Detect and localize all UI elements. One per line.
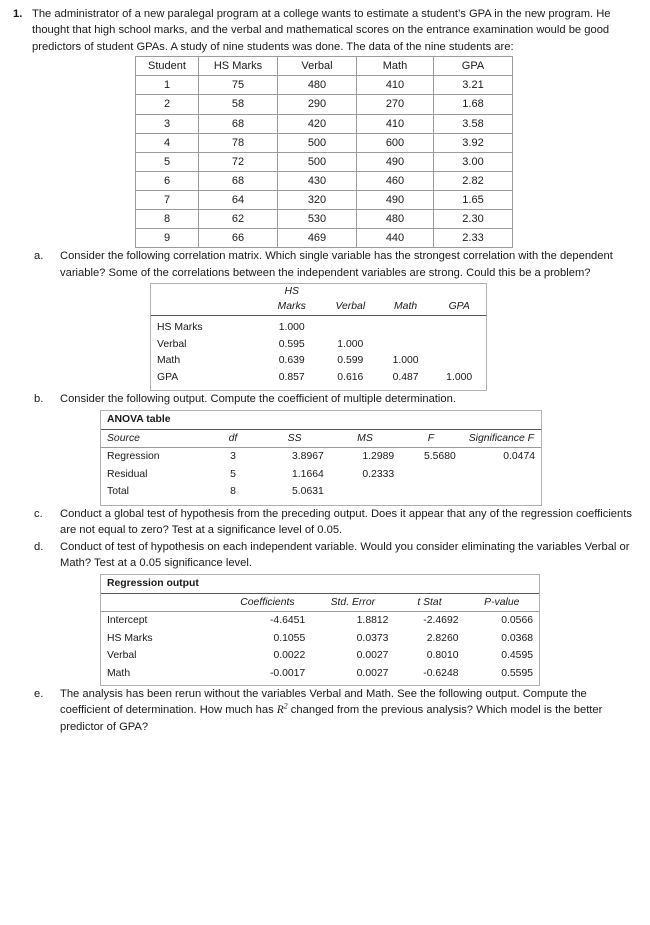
part-e [34, 686, 640, 735]
anova-row-label: Regression [107, 451, 160, 463]
matrix-row-label: Math [157, 355, 181, 367]
matrix-value-verbal: 0.599 [337, 355, 364, 367]
cell-hs-marks: 64 [199, 190, 278, 209]
matrix-row-label: GPA [157, 371, 179, 383]
anova-pad-cell [400, 501, 462, 505]
matrix-value-gpa [432, 337, 486, 354]
column-header-math: Math [357, 57, 434, 76]
regression-value-p-value: 0.5595 [501, 667, 533, 679]
cell-math: 600 [357, 133, 434, 152]
cell-math: 490 [357, 190, 434, 209]
regression-output-table [101, 575, 539, 686]
cell-gpa: 1.65 [434, 190, 513, 209]
anova-value-ms: 0.2333 [362, 468, 395, 480]
anova-header-source: Source [101, 429, 207, 448]
anova-row [101, 448, 541, 466]
regression-value-t-stat: 2.8260 [426, 632, 459, 644]
regression-pad-cell [465, 682, 539, 685]
cell-verbal: 530 [278, 209, 357, 228]
r-squared-symbol: R [276, 704, 284, 717]
cell-gpa: 3.00 [434, 152, 513, 171]
matrix-row [151, 337, 486, 354]
anova-header-significance-f: Significance F [462, 429, 541, 448]
part-a-letter: a. [34, 250, 44, 263]
matrix-value-hs: 0.857 [278, 371, 305, 383]
matrix-row-label: Verbal [157, 338, 187, 350]
cell-math: 460 [357, 171, 434, 190]
regression-value-coefficient: -0.0017 [269, 667, 306, 679]
anova-value-ss: 3.8967 [292, 451, 324, 463]
regression-header-row [101, 593, 539, 612]
matrix-header-blank [151, 284, 262, 299]
column-header-verbal: Verbal [278, 57, 357, 76]
matrix-pad-cell [151, 386, 262, 390]
regression-value-p-value: 0.0368 [501, 632, 533, 644]
column-header-hs-marks: HS Marks [199, 57, 278, 76]
matrix-row [151, 320, 486, 337]
matrix-header-math-top [379, 284, 433, 299]
matrix-value-hs: 0.639 [278, 355, 305, 367]
matrix-header-hs-top: HS [284, 285, 299, 297]
matrix-value-math [379, 320, 433, 337]
anova-value-significance-f [462, 483, 541, 501]
anova-value-df: 8 [230, 486, 236, 498]
column-header-gpa: GPA [434, 57, 513, 76]
question-1 [10, 6, 640, 55]
cell-student: 2 [136, 95, 199, 114]
regression-header-coefficients: Coefficients [224, 593, 312, 612]
cell-verbal: 469 [278, 229, 357, 248]
table-row [136, 95, 513, 114]
regression-row [101, 612, 539, 630]
anova-value-ss: 1.1664 [292, 468, 324, 480]
table-row [136, 76, 513, 95]
matrix-value-math [379, 337, 433, 354]
regression-value-t-stat: 0.8010 [426, 650, 459, 661]
part-d [34, 539, 640, 572]
matrix-value-gpa [432, 320, 486, 337]
regression-row [101, 647, 539, 665]
regression-value-p-value: 0.0566 [501, 615, 533, 626]
regression-title-row [101, 575, 539, 594]
cell-verbal: 500 [278, 152, 357, 171]
cell-student: 5 [136, 152, 199, 171]
regression-value-coefficient: -4.6451 [269, 615, 306, 626]
cell-verbal: 290 [278, 95, 357, 114]
matrix-header-marks: Marks [262, 299, 322, 316]
regression-row-label: HS Marks [107, 632, 153, 644]
part-c-body [60, 506, 640, 539]
anova-pad-cell [101, 501, 207, 505]
anova-value-df: 5 [230, 468, 236, 480]
anova-row [101, 483, 541, 501]
matrix-pad-cell [432, 386, 486, 390]
part-e-text-after: changed from the previous analysis? Which model is the better predictor of GPA? [60, 704, 603, 733]
table-row [136, 152, 513, 171]
regression-value-std-error: 0.0027 [356, 650, 389, 661]
cell-student: 4 [136, 133, 199, 152]
anova-title-row [101, 411, 541, 430]
cell-math: 440 [357, 229, 434, 248]
correlation-matrix-table [151, 284, 486, 391]
part-c-text: Conduct a global test of hypothesis from the preceding output. Does it appear that any of the regression coefficients are not equal to zero? Test at a significance level of 0.05. [60, 507, 632, 537]
cell-hs-marks: 72 [199, 152, 278, 171]
matrix-header-gpa: GPA [432, 299, 486, 316]
cell-math: 270 [357, 95, 434, 114]
anova-pad-cell [207, 501, 260, 505]
regression-value-coefficient: 0.0022 [273, 650, 306, 661]
cell-student: 3 [136, 114, 199, 133]
matrix-value-verbal [322, 320, 379, 337]
regression-row-label: Intercept [107, 615, 148, 626]
regression-pad-row [101, 682, 539, 685]
anova-pad-cell [259, 501, 329, 505]
anova-header-ss: SS [259, 429, 329, 448]
matrix-header-blank-2 [151, 299, 262, 316]
anova-title: ANOVA table [101, 411, 541, 430]
part-d-body [60, 539, 640, 572]
anova-header-f: F [400, 429, 462, 448]
cell-verbal: 420 [278, 114, 357, 133]
cell-gpa: 2.82 [434, 171, 513, 190]
anova-value-significance-f [462, 466, 541, 484]
cell-hs-marks: 68 [199, 114, 278, 133]
anova-value-f: 5.5680 [423, 451, 456, 463]
regression-row [101, 630, 539, 648]
student-data-table [135, 56, 513, 248]
anova-row-label: Residual [107, 468, 148, 480]
anova-header-df: df [207, 429, 260, 448]
matrix-header-bottom-row [151, 299, 486, 316]
table-row [136, 229, 513, 248]
table-row [136, 190, 513, 209]
regression-output-panel [100, 574, 540, 687]
regression-value-t-stat: -2.4692 [423, 615, 459, 626]
cell-hs-marks: 62 [199, 209, 278, 228]
regression-header-std-error: Std. Error [311, 593, 394, 612]
cell-gpa: 1.68 [434, 95, 513, 114]
table-header-row [136, 57, 513, 76]
regression-value-std-error: 1.8812 [356, 615, 389, 626]
matrix-value-hs: 1.000 [278, 322, 305, 334]
cell-verbal: 320 [278, 190, 357, 209]
regression-pad-cell [101, 682, 224, 685]
regression-value-t-stat: -0.6248 [423, 667, 459, 679]
matrix-value-hs: 0.595 [278, 338, 305, 350]
part-e-text [60, 686, 640, 735]
cell-hs-marks: 58 [199, 95, 278, 114]
regression-pad-cell [394, 682, 464, 685]
regression-value-std-error: 0.0373 [356, 632, 389, 644]
question-intro-text: The administrator of a new paralegal program at a college wants to estimate a student’s GPA in the new program. He thought that high school marks, and the verbal and mathematical scores on the entrance examination would be good predictors of student GPAs. A study of nine students was done. The data of the nine students are: [32, 8, 611, 53]
regression-header-t-stat: t Stat [394, 593, 464, 612]
part-b-body [60, 391, 640, 407]
anova-value-f [400, 466, 462, 484]
cell-student: 7 [136, 190, 199, 209]
part-e-letter: e. [34, 688, 44, 700]
part-e-body [60, 686, 640, 735]
part-a [34, 248, 640, 281]
regression-title: Regression output [101, 575, 539, 594]
cell-hs-marks: 66 [199, 229, 278, 248]
anova-value-f [400, 483, 462, 501]
anova-value-ss: 5.0631 [292, 486, 324, 498]
regression-value-p-value: 0.4595 [501, 650, 533, 661]
anova-row-label: Total [107, 486, 129, 498]
cell-verbal: 430 [278, 171, 357, 190]
cell-gpa: 2.30 [434, 209, 513, 228]
anova-value-df: 3 [230, 451, 236, 463]
matrix-header-top-row [151, 284, 486, 299]
matrix-pad-cell [322, 386, 379, 390]
cell-gpa: 3.58 [434, 114, 513, 133]
regression-row-label: Math [107, 667, 131, 679]
part-b-text: Consider the following output. Compute the coefficient of multiple determination. [60, 393, 456, 406]
matrix-row [151, 353, 486, 370]
part-d-text: Conduct of test of hypothesis on each independent variable. Would you consider eliminating the variables Verbal or Math? Test at a 0.05 significance level. [60, 540, 630, 570]
matrix-value-verbal: 0.616 [337, 371, 364, 383]
cell-student: 6 [136, 171, 199, 190]
cell-hs-marks: 68 [199, 171, 278, 190]
part-e-text-before: The analysis has been rerun without the variables Verbal and Math. See the following output. Compute the coefficient of determination. How much has [60, 688, 587, 717]
column-header-student: Student [136, 57, 199, 76]
question-intro [32, 6, 640, 55]
cell-gpa: 2.33 [434, 229, 513, 248]
matrix-pad-cell [262, 386, 322, 390]
part-d-letter: d. [34, 540, 44, 553]
regression-row-label: Verbal [107, 650, 137, 661]
r-squared-exponent: 2 [283, 701, 288, 711]
regression-value-coefficient: 0.1055 [273, 632, 306, 644]
cell-gpa: 3.92 [434, 133, 513, 152]
part-a-text: Consider the following correlation matrix. Which single variable has the strongest correlation with the dependent variable? Some of the correlations between the independent variables are strong. Could this be a problem? [60, 250, 613, 279]
matrix-row-label: HS Marks [157, 322, 203, 334]
table-row [136, 133, 513, 152]
matrix-header-math: Math [379, 299, 433, 316]
matrix-header-gpa-top [432, 284, 486, 299]
regression-header-blank [101, 593, 224, 612]
anova-pad-row [101, 501, 541, 505]
anova-pad-cell [330, 501, 400, 505]
question-number: 1. [13, 8, 23, 20]
anova-table [101, 411, 541, 505]
cell-hs-marks: 75 [199, 76, 278, 95]
cell-student: 8 [136, 209, 199, 228]
cell-hs-marks: 78 [199, 133, 278, 152]
part-b-letter: b. [34, 393, 44, 406]
part-c [34, 506, 640, 539]
anova-value-ms: 1.2989 [362, 451, 395, 463]
cell-math: 490 [357, 152, 434, 171]
cell-gpa: 3.21 [434, 76, 513, 95]
student-data-table-wrap [10, 55, 640, 248]
regression-value-std-error: 0.0027 [356, 667, 389, 679]
cell-verbal: 480 [278, 76, 357, 95]
part-a-body [60, 248, 640, 281]
anova-header-ms: MS [330, 429, 400, 448]
matrix-value-gpa: 1.000 [446, 371, 473, 383]
anova-pad-cell [462, 501, 541, 505]
matrix-header-verbal-top [322, 284, 379, 299]
anova-value-significance-f: 0.0474 [503, 451, 535, 463]
anova-panel [100, 410, 542, 506]
matrix-row [151, 370, 486, 387]
matrix-bottom-pad-row [151, 386, 486, 390]
regression-row [101, 665, 539, 683]
anova-header-row [101, 429, 541, 448]
matrix-value-math: 1.000 [392, 355, 419, 367]
matrix-value-verbal: 1.000 [337, 338, 364, 350]
cell-student: 9 [136, 229, 199, 248]
matrix-pad-cell [379, 386, 433, 390]
table-row [136, 114, 513, 133]
matrix-header-verbal: Verbal [322, 299, 379, 316]
part-b [34, 391, 640, 407]
anova-row [101, 466, 541, 484]
correlation-matrix-panel [150, 283, 487, 392]
regression-pad-cell [224, 682, 312, 685]
table-row [136, 209, 513, 228]
part-c-letter: c. [34, 507, 43, 520]
regression-header-p-value: P-value [465, 593, 539, 612]
matrix-value-math: 0.487 [392, 371, 419, 383]
cell-student: 1 [136, 76, 199, 95]
cell-verbal: 500 [278, 133, 357, 152]
anova-value-ms [330, 483, 400, 501]
cell-math: 410 [357, 76, 434, 95]
cell-math: 480 [357, 209, 434, 228]
cell-math: 410 [357, 114, 434, 133]
table-row [136, 171, 513, 190]
matrix-value-gpa [432, 353, 486, 370]
regression-pad-cell [311, 682, 394, 685]
